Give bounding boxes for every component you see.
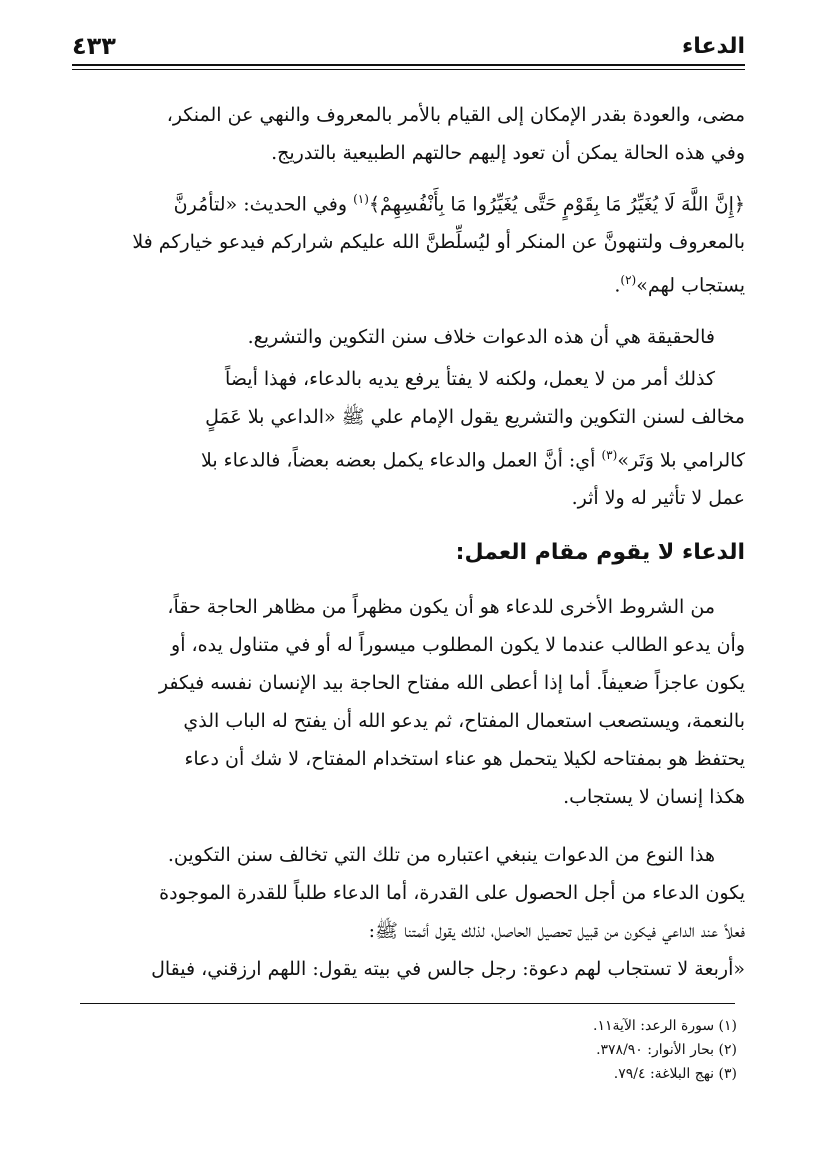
header-rule-thin (72, 69, 745, 70)
footnote-ref: (٣) (601, 448, 618, 462)
text-line: من الشروط الأخرى للدعاء هو أن يكون مظهراً من مظاهر الحاجة حقاً، (167, 596, 715, 618)
text-line (72, 180, 745, 223)
footnote: (١) سورة الرعد: الآية١١. (593, 1018, 737, 1034)
text-line: وأن يدعو الطالب عندما لا يكون المطلوب ميسوراً له أو في متناول يده، أو (171, 634, 745, 656)
paragraph-1 (72, 96, 745, 172)
text-line (72, 436, 745, 479)
quran-verse: ﴿إِنَّ اللَّهَ لَا يُغَيِّرُ مَا بِقَوْمٍ حَتَّى يُغَيِّرُوا مَا بِأَنْفُسِهِمْ﴾ (368, 193, 745, 216)
text-line: مضى، والعودة بقدر الإمكان إلى القيام بالأمر بالمعروف والنهي عن المنكر، (166, 104, 745, 126)
footnote-ref: (١) (353, 192, 369, 206)
text-line: هكذا إنسان لا يستجاب. (563, 786, 745, 808)
text-span: يستجاب لهم» (636, 274, 745, 297)
text-line: فالحقيقة هي أن هذه الدعوات خلاف سنن التكوين والتشريع. (247, 326, 715, 348)
section-heading: الدعاء لا يقوم مقام العمل: (455, 540, 745, 565)
chapter-title: الدعاء (681, 34, 745, 59)
text-line: بالنعمة، ويستصعب استعمال المفتاح، ثم يدعو الله أن يفتح له الباب الذي (183, 710, 745, 732)
header-rule-thick (72, 64, 745, 66)
paragraph-6 (72, 836, 745, 988)
paragraph-5 (72, 588, 745, 816)
text-span: كالرامي بلا وَتَر» (617, 449, 745, 472)
paragraph-2 (72, 180, 745, 305)
text-line: فعلاً عند الداعي فيكون من قبيل تحصيل الحاصل، لذلك يقول أئمتنا ﷺ: (368, 920, 745, 942)
running-header (72, 28, 745, 64)
text-line: يحتفظ هو بمفتاحه لكيلا يتحمل هو عناء استخدام المفتاح، لا شك أن دعاء (184, 748, 745, 770)
text-line: كذلك أمر من لا يعمل، ولكنه لا يفتأ يرفع يديه بالدعاء، فهذا أيضاً (225, 368, 715, 390)
footnote-separator (80, 1003, 735, 1004)
text-line: يكون عاجزاً ضعيفاً. أما إذا أعطى الله مفتاح الحاجة بيد الإنسان نفسه فيكفر (158, 672, 745, 694)
text-line: هذا النوع من الدعوات ينبغي اعتباره من تلك التي تخالف سنن التكوين. (167, 844, 715, 866)
paragraph-3 (72, 318, 745, 356)
text-line: وفي هذه الحالة يمكن أن تعود إليهم حالتهم الطبيعية بالتدريج. (271, 142, 745, 164)
text-line: يستجاب لهم»$^{(٢)}$. (614, 273, 745, 297)
page-number: ٤٣٣ (72, 32, 116, 60)
text-span: أي: أنَّ العمل والدعاء يكمل بعضه بعضاً، فالدعاء بلا (201, 449, 602, 472)
text-line: يكون الدعاء من أجل الحصول على القدرة، أما الدعاء طلباً للقدرة الموجودة (159, 882, 745, 904)
footnote-ref: (٢) (620, 273, 637, 288)
text-line: مخالف لسنن التكوين والتشريع يقول الإمام علي ﷺ «الداعي بلا عَمَلٍ (205, 406, 745, 428)
text-line: «أربعة لا تستجاب لهم دعوة: رجل جالس في بيته يقول: اللهم ارزقني، فيقال (151, 958, 745, 980)
text-span: وفي الحديث: «لتأمُرنَّ (173, 193, 348, 216)
paragraph-4 (72, 360, 745, 517)
text-line: عمل لا تأثير له ولا أثر. (571, 487, 745, 510)
footnote: (٣) نهج البلاغة: ٧٩/٤. (613, 1066, 737, 1082)
footnote: (٢) بحار الأنوار: ٣٧٨/٩٠. (596, 1042, 737, 1058)
text-line: بالمعروف ولتنهونَّ عن المنكر أو ليُسلِّطنَّ الله عليكم شراركم فيدعو خياركم فلا (132, 231, 745, 254)
